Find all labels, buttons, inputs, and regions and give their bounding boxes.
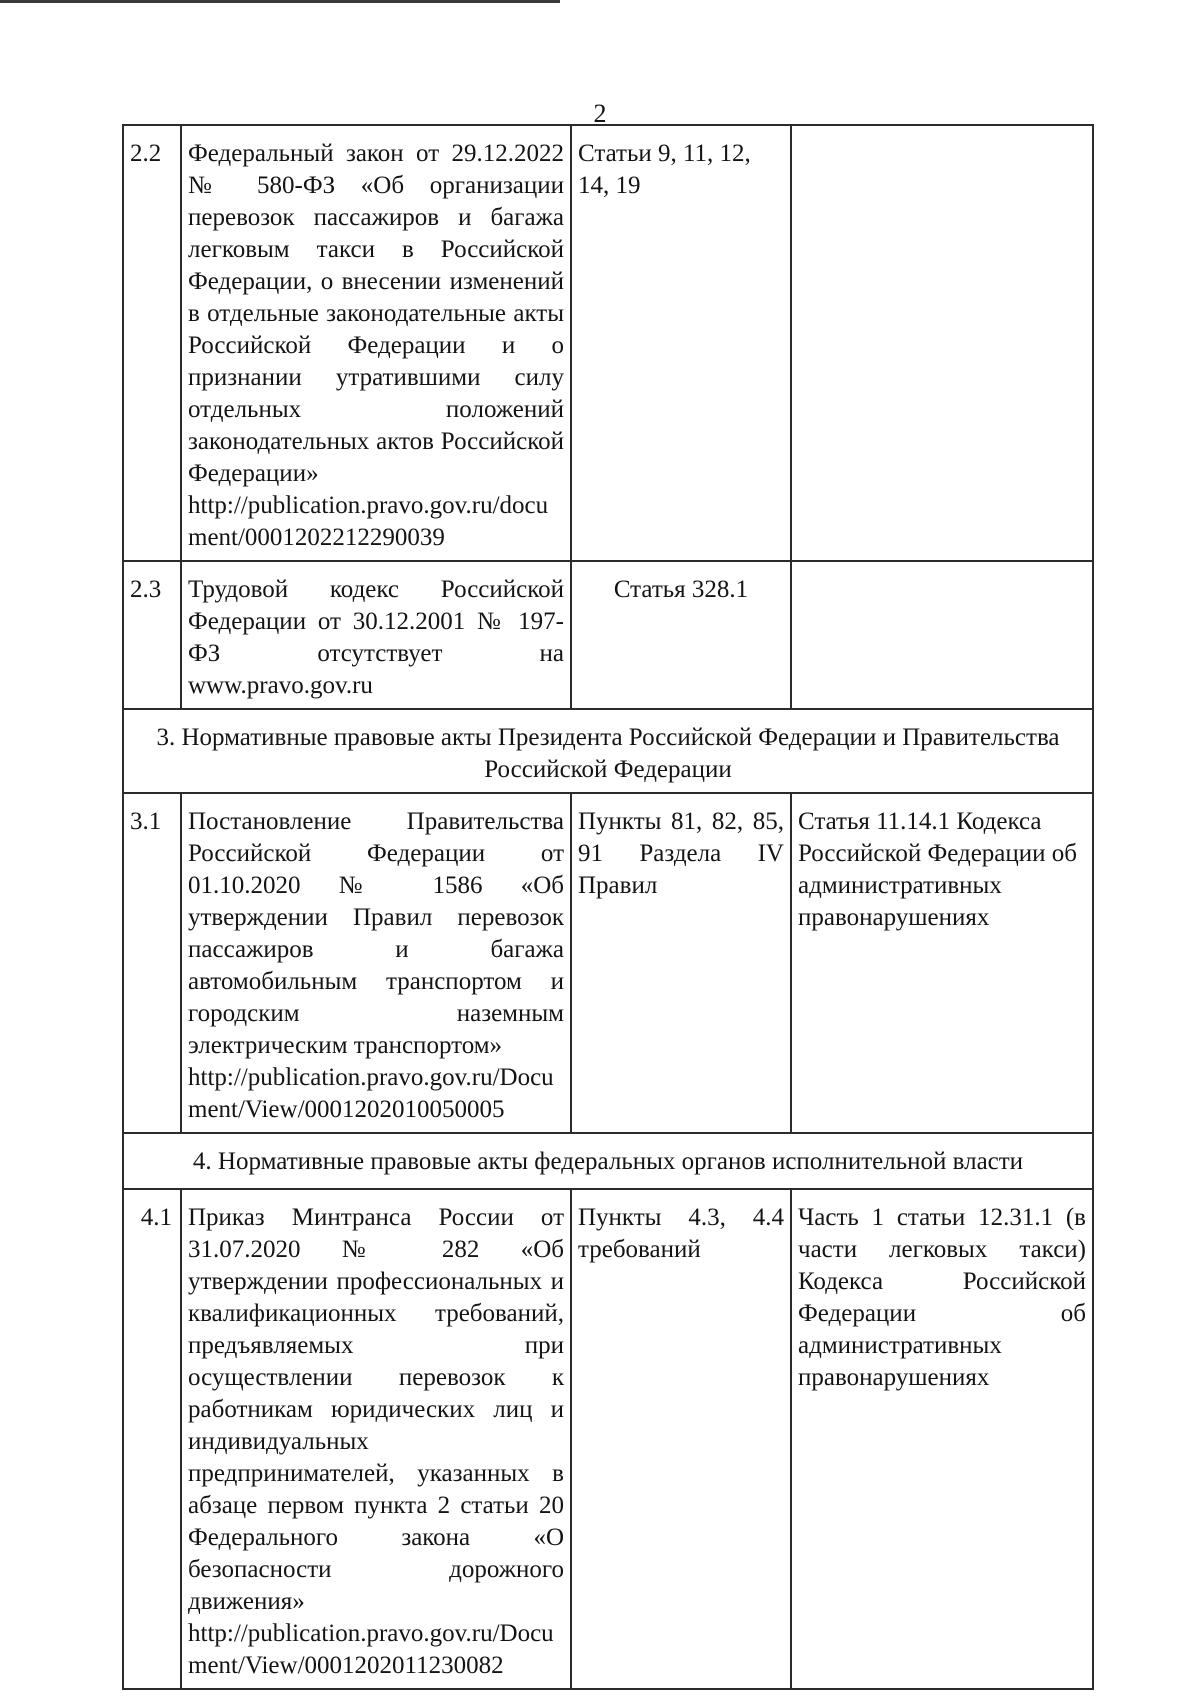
table-row bbox=[123, 125, 1093, 561]
act-title: Постановление Правительства Российской Федерации от 01.10.2020 № 1586 «Об утверждении Правил перевозок пассажиров и багажа автомобильным транспортом и городским наземным электрическим транспортом» bbox=[188, 808, 564, 1059]
page-number: 2 bbox=[593, 99, 607, 128]
row-number: 2.3 bbox=[123, 561, 181, 709]
liability-cell bbox=[791, 125, 1093, 561]
section-heading: 4. Нормативные правовые акты федеральных органов исполнительной власти bbox=[123, 1133, 1093, 1189]
act-cell bbox=[181, 793, 571, 1133]
act-link[interactable]: http://publication.pravo.gov.ru/Document/View/0001202010050005 bbox=[188, 1064, 554, 1123]
articles-cell: Статьи 9, 11, 12, 14, 19 bbox=[571, 125, 791, 561]
articles-cell: Статья 328.1 bbox=[571, 561, 791, 709]
section-header-row bbox=[123, 1133, 1093, 1189]
row-number: 4.1 bbox=[123, 1189, 181, 1689]
act-link[interactable]: http://publication.pravo.gov.ru/document/0001202212290039 bbox=[188, 492, 549, 551]
section-heading: 3. Нормативные правовые акты Президента Российской Федерации и Правительства Российской Федерации bbox=[123, 709, 1093, 793]
liability-cell bbox=[791, 561, 1093, 709]
articles-cell: Пункты 4.3, 4.4 требований bbox=[571, 1189, 791, 1689]
row-number: 3.1 bbox=[123, 793, 181, 1133]
table-row bbox=[123, 1189, 1093, 1689]
legal-acts-table bbox=[122, 124, 1094, 1690]
liability-cell: Часть 1 статьи 12.31.1 (в части легковых такси) Кодекса Российской Федерации об административных правонарушениях bbox=[791, 1189, 1093, 1689]
row-number: 2.2 bbox=[123, 125, 181, 561]
act-title: Федеральный закон от 29.12.2022 № 580-ФЗ «Об организации перевозок пассажиров и багажа легковым такси в Российской Федерации, о внесении изменений в отдельные законодательные акты Российской Федерации и о признании утратившими силу отдельных положений законодательных актов Российской Федерации» bbox=[188, 140, 564, 487]
act-link[interactable]: http://publication.pravo.gov.ru/Document/View/0001202011230082 bbox=[188, 1620, 554, 1679]
section-header-row bbox=[123, 709, 1093, 793]
table-row bbox=[123, 793, 1093, 1133]
act-cell bbox=[181, 125, 571, 561]
act-title: Приказ Минтранса России от 31.07.2020 № 282 «Об утверждении профессиональных и квалификационных требований, предъявляемых при осуществлении перевозок к работникам юридических лиц и индивидуальных предпринимателей, указанных в абзаце первом пункта 2 статьи 20 Федерального закона «О безопасности дорожного движения» bbox=[188, 1204, 564, 1615]
table-row bbox=[123, 561, 1093, 709]
page-top-rule bbox=[0, 0, 560, 3]
act-cell bbox=[181, 1189, 571, 1689]
act-title: Трудовой кодекс Российской Федерации от 30.12.2001 № 197-ФЗ отсутствует на www.pravo.gov.ru bbox=[188, 576, 564, 699]
articles-cell: Пункты 81, 82, 85, 91 Раздела IV Правил bbox=[571, 793, 791, 1133]
liability-cell: Статья 11.14.1 Кодекса Российской Федерации об административных правонарушениях bbox=[791, 793, 1093, 1133]
act-cell bbox=[181, 561, 571, 709]
